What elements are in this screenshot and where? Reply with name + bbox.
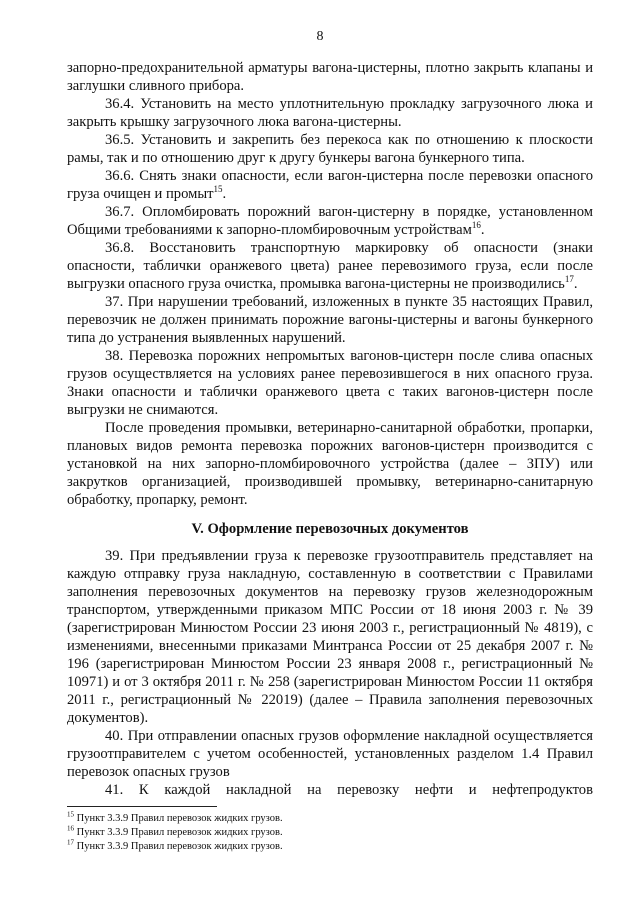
document-body bbox=[67, 59, 593, 799]
footnote-16 bbox=[67, 826, 593, 840]
footnote-number: 16 bbox=[67, 824, 74, 833]
footnote-text: Пункт 3.3.9 Правил перевозок жидких грузов. bbox=[76, 841, 283, 852]
paragraph-38: 38. Перевозка порожних непромытых вагонов-цистерн после слива опасных грузов осуществляется на условиях ранее перевозившегося в них опасного груза. Знаки опасности и таблички оранжевого цвета с таких вагонов-цистерн после выгрузки не снимаются. bbox=[67, 348, 593, 418]
paragraph-37: 37. При нарушении требований, изложенных в пункте 35 настоящих Правил, перевозчик не должен принимать порожние вагоны-цистерны и вагоны бункерного типа до устранения выявленных нарушений. bbox=[67, 294, 593, 346]
paragraph-36-4: 36.4. Установить на место уплотнительную прокладку загрузочного люка и закрыть крышку загрузочного люка вагона-цистерны. bbox=[67, 96, 593, 130]
paragraph-36-8-text: 36.8. Восстановить транспортную маркировку об опасности (знаки опасности, таблички оранжевого цвета) ранее перевозимого груза, если после выгрузки опасного груза очистка, промывка вагона-цистерны не производились bbox=[67, 240, 593, 292]
page-number: 8 bbox=[316, 29, 324, 44]
footnote-ref-15: 15 bbox=[213, 184, 223, 195]
paragraph-41: 41. К каждой накладной на перевозку нефти и нефтепродуктов bbox=[105, 782, 593, 798]
footnote-ref-17: 17 bbox=[564, 274, 574, 285]
footnote-text: Пункт 3.3.9 Правил перевозок жидких грузов. bbox=[76, 827, 283, 838]
footnote-number: 17 bbox=[67, 838, 74, 847]
footnote-divider bbox=[67, 806, 217, 807]
paragraph-continuation: запорно-предохранительной арматуры вагона-цистерны, плотно закрыть клапаны и заглушки сливного прибора. bbox=[67, 60, 593, 94]
footnote-15 bbox=[67, 812, 593, 826]
paragraph-36-7-text: 36.7. Опломбировать порожний вагон-цистерну в порядке, установленном Общими требованиями к запорно-пломбировочным устройствам bbox=[67, 204, 593, 238]
footnotes bbox=[67, 812, 593, 854]
paragraph-39: 39. При предъявлении груза к перевозке грузоотправитель представляет на каждую отправку груза накладную, составленную в соответствии с Правилами заполнения перевозочных документов на перевозку грузов железнодорожным транспортом, утвержденными приказом МПС России от 18 июня 2003 г. № 39 (зарегистрирован Минюстом России 23 июня 2003 г., регистрационный № 4819), с изменениями, внесенными приказами Минтранса России от 25 декабря 2007 г. № 196 (зарегистрирован Минюстом России 23 января 2008 г., регистрационный № 10971) и от 3 октября 2011 г. № 258 (зарегистрирован Минюстом России 11 октября 2011 г., регистрационный № 22019) (далее – Правила заполнения перевозочных документов). bbox=[67, 548, 593, 726]
footnote-17 bbox=[67, 840, 593, 854]
footnote-ref-16: 16 bbox=[471, 220, 481, 231]
paragraph-38-continued: После проведения промывки, ветеринарно-санитарной обработки, пропарки, плановых видов ремонта перевозка порожних вагонов-цистерн производится с установкой на них запорно-пломбировочного устройства (далее – ЗПУ) или закрутков организацией, производившей промывку, ветеринарно-санитарную обработку, пропарку, ремонт. bbox=[67, 420, 593, 508]
paragraph-36-8: 36.8. Восстановить транспортную маркировку об опасности (знаки опасности, таблички оранжевого цвета) ранее перевозимого груза, если после выгрузки опасного груза очистка, промывка вагона-цистерны не производились$^{17}$. bbox=[67, 240, 593, 292]
paragraph-40: 40. При отправлении опасных грузов оформление накладной осуществляется грузоотправителем с учетом особенностей, установленных разделом 1.4 Правил перевозок опасных грузов bbox=[67, 728, 593, 780]
paragraph-36-6-text: 36.6. Снять знаки опасности, если вагон-цистерна после перевозки опасного груза очищен и промыт bbox=[67, 168, 593, 202]
paragraph-36-5: 36.5. Установить и закрепить без перекоса как по отношению к плоскости рамы, так и по отношению друг к другу бункеры вагона бункерного типа. bbox=[67, 132, 593, 166]
paragraph-36-6: 36.6. Снять знаки опасности, если вагон-цистерна после перевозки опасного груза очищен и промыт$^{15}$. bbox=[67, 168, 593, 202]
footnote-number: 15 bbox=[67, 810, 74, 819]
section-title: V. Оформление перевозочных документов bbox=[191, 521, 469, 537]
footnote-text: Пункт 3.3.9 Правил перевозок жидких грузов. bbox=[76, 813, 283, 824]
paragraph-36-7: 36.7. Опломбировать порожний вагон-цистерну в порядке, установленном Общими требованиями к запорно-пломбировочным устройствам$^{16}$. bbox=[67, 204, 593, 238]
